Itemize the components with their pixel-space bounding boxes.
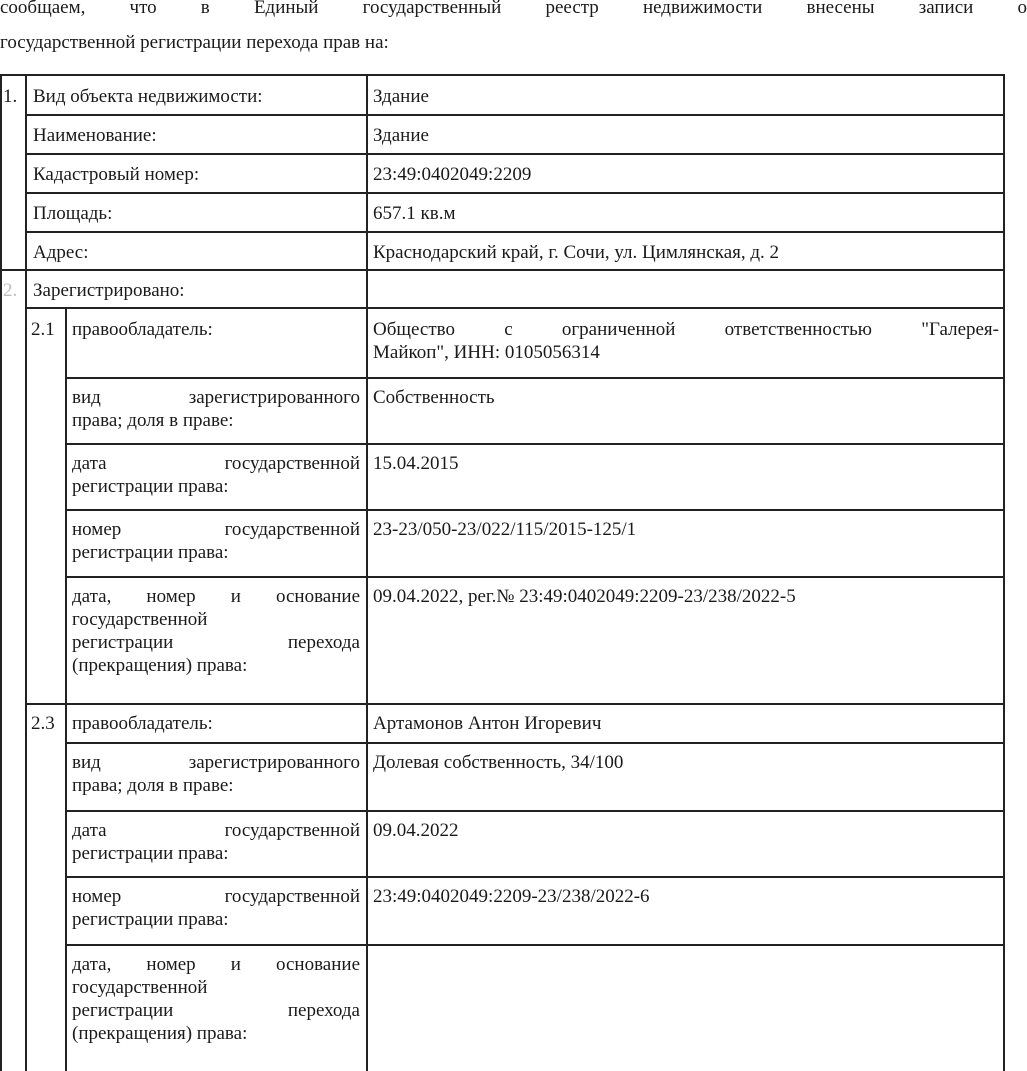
reg-date-label [72, 452, 360, 498]
text-word: государственной [224, 886, 360, 907]
column-divider [25, 74, 27, 1071]
text-word: вид [72, 387, 101, 408]
label-line [72, 751, 360, 774]
reg-date-value: 15.04.2015 [373, 453, 459, 474]
row-divider [65, 876, 1005, 878]
row-divider [65, 576, 1005, 578]
row-label: Вид объекта недвижимости: [33, 86, 263, 107]
column-divider [65, 307, 67, 1071]
label-line: права; доля в праве: [72, 775, 234, 796]
text-word: "Галерея- [921, 319, 999, 340]
transfer-label [72, 953, 360, 1045]
subsection-number: 2.3 [31, 713, 55, 734]
address-value: Краснодарский край, г. Сочи, ул. Цимлянская, д. 2 [373, 242, 780, 263]
text-word: с [504, 319, 513, 340]
subsection-number: 2.1 [31, 319, 55, 340]
row-label: Наименование: [33, 125, 157, 146]
text-word: основание [276, 954, 360, 975]
row-divider [25, 307, 1005, 309]
table-border-top [0, 74, 1005, 76]
intro-word: в [200, 0, 210, 18]
text-word: регистрации [72, 632, 174, 653]
row-divider [65, 509, 1005, 511]
text-word: и [230, 954, 241, 975]
reg-number-value: 23:49:0402049:2209-23/238/2022-6 [373, 886, 650, 907]
label-line [72, 518, 360, 541]
label-line: права; доля в праве: [72, 410, 234, 431]
row-divider [65, 443, 1005, 445]
row-divider [65, 377, 1005, 379]
text-word: дата, [72, 954, 112, 975]
row-divider [25, 153, 1005, 155]
reg-number-label [72, 885, 360, 931]
text-word: регистрации [72, 1000, 174, 1021]
cadastral-number: 23:49:0402049:2209 [373, 164, 532, 185]
transfer-label [72, 585, 360, 677]
row-divider [25, 231, 1005, 233]
intro-text [0, 0, 1027, 72]
row-divider [25, 703, 1005, 705]
table-border-right [1003, 74, 1005, 1071]
text-word: Общество [373, 319, 456, 340]
label-line: государственной [72, 609, 208, 630]
label-line [72, 885, 360, 908]
intro-word: внесены [806, 0, 875, 18]
table-border-left [0, 74, 2, 1071]
intro-word: реестр [545, 0, 599, 18]
right-type-value: Долевая собственность, 34/100 [373, 752, 624, 773]
text-word: государственной [224, 519, 360, 540]
holder-value [373, 318, 999, 364]
label-line [72, 585, 360, 608]
reg-date-label [72, 819, 360, 865]
text-word: и [230, 586, 241, 607]
holder-value-line: Майкоп", ИНН: 0105056314 [373, 342, 600, 363]
row-label: Адрес: [33, 242, 89, 263]
registered-label: Зарегистрировано: [33, 280, 185, 301]
intro-line-1 [0, 0, 1027, 20]
label-line: государственной [72, 977, 208, 998]
reg-date-value: 09.04.2022 [373, 820, 459, 841]
reg-number-label [72, 518, 360, 564]
text-word: ответственностью [724, 319, 872, 340]
text-word: дата, [72, 586, 112, 607]
row-value: Здание [373, 125, 429, 146]
label-line [72, 953, 360, 976]
text-word: номер [72, 886, 122, 907]
text-word: перехода [287, 632, 360, 653]
text-word: зарегистрированного [188, 752, 360, 773]
row-label: Кадастровый номер: [33, 164, 200, 185]
intro-word: о [1017, 0, 1027, 18]
intro-word: что [129, 0, 157, 18]
right-type-label [72, 386, 360, 432]
text-word: ограниченной [561, 319, 676, 340]
area-value: 657.1 кв.м [373, 203, 456, 224]
intro-line-2: государственной регистрации перехода прав на: [0, 32, 389, 53]
right-type-label [72, 751, 360, 797]
intro-word: записи [918, 0, 974, 18]
row-divider [65, 944, 1005, 946]
holder-value: Артамонов Антон Игоревич [373, 713, 602, 734]
intro-word: Единый [253, 0, 319, 18]
intro-word: сообщаем, [0, 0, 86, 18]
label-line: регистрации права: [72, 542, 229, 563]
holder-value-line [373, 318, 999, 341]
text-word: перехода [287, 1000, 360, 1021]
row-divider [65, 810, 1005, 812]
label-line: регистрации права: [72, 843, 229, 864]
reg-number-value: 23-23/050-23/022/115/2015-125/1 [373, 519, 637, 540]
intro-word: государственный [362, 0, 502, 18]
text-word: вид [72, 752, 101, 773]
label-line [72, 999, 360, 1022]
text-word: дата [72, 453, 107, 474]
text-word: государственной [224, 453, 360, 474]
holder-label: правообладатель: [72, 319, 213, 340]
text-word: дата [72, 820, 107, 841]
section-number: 1. [3, 86, 18, 107]
label-line [72, 386, 360, 409]
label-line [72, 452, 360, 475]
row-divider [65, 742, 1005, 744]
text-word: номер [72, 519, 122, 540]
label-line: регистрации права: [72, 476, 229, 497]
row-value: Здание [373, 86, 429, 107]
column-divider [366, 74, 368, 1071]
row-divider [25, 114, 1005, 116]
text-word: номер [146, 954, 196, 975]
text-word: основание [276, 586, 360, 607]
label-line [72, 819, 360, 842]
section-number: 2. [3, 280, 18, 301]
label-line [72, 631, 360, 654]
right-type-value: Собственность [373, 387, 495, 408]
text-word: государственной [224, 820, 360, 841]
text-word: зарегистрированного [188, 387, 360, 408]
text-word: номер [146, 586, 196, 607]
label-line: регистрации права: [72, 909, 229, 930]
row-label: Площадь: [33, 203, 113, 224]
row-divider [0, 269, 1005, 271]
label-line: (прекращения) права: [72, 1023, 248, 1044]
label-line: (прекращения) права: [72, 655, 248, 676]
intro-word: недвижимости [642, 0, 763, 18]
transfer-value: 09.04.2022, рег.№ 23:49:0402049:2209-23/238/2022-5 [373, 586, 796, 607]
holder-label: правообладатель: [72, 713, 213, 734]
row-divider [25, 192, 1005, 194]
